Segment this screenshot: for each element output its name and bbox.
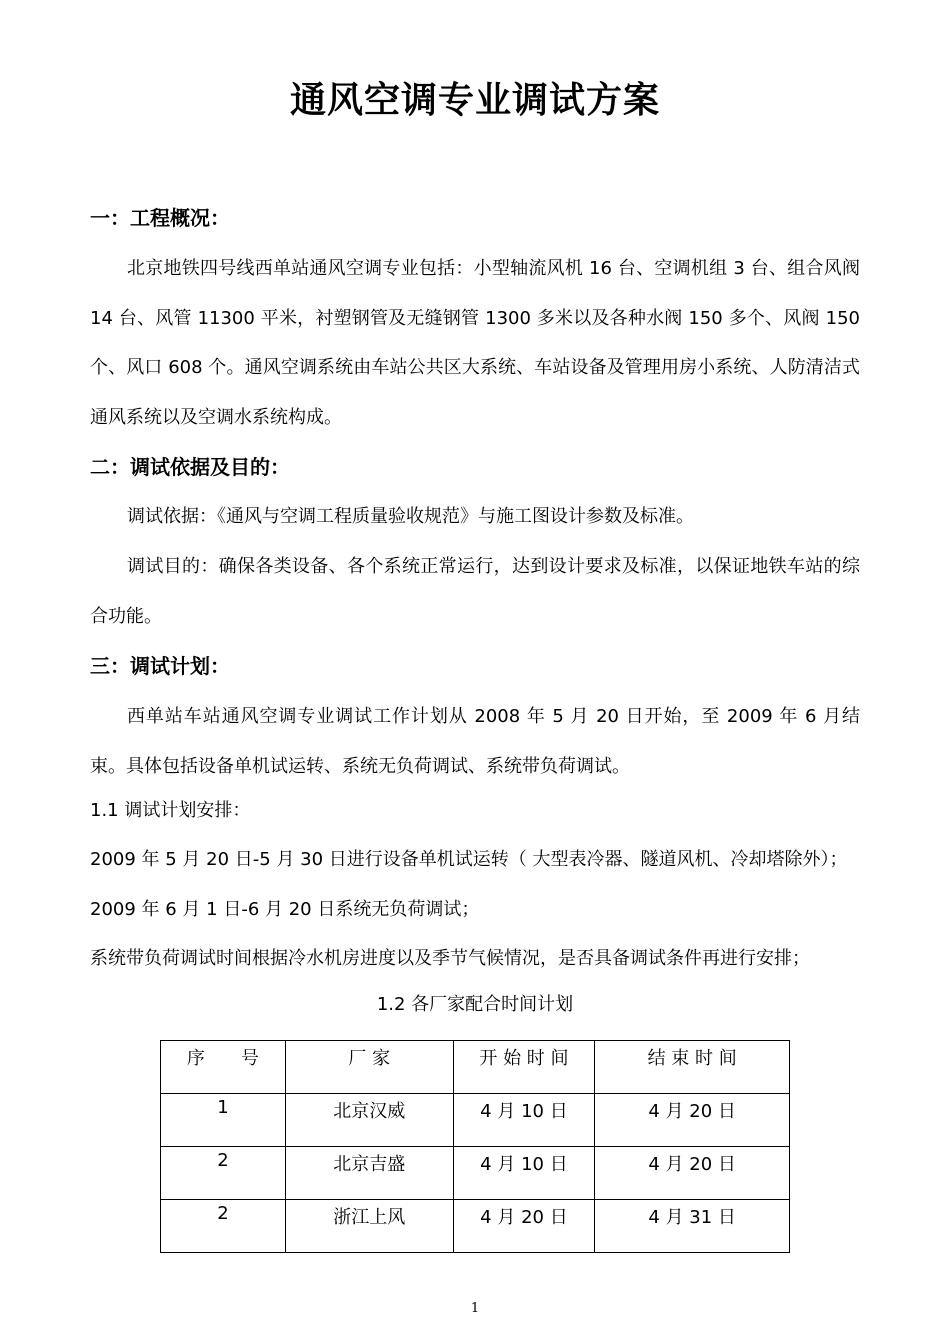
schedule-line: 2009 年 6 月 1 日-6 月 20 日系统无负荷调试； [90,899,480,920]
table-row [161,1147,790,1200]
cell-vendor: 北京吉盛 [285,1147,453,1200]
cell-end: 4 月 20 日 [595,1147,790,1200]
section-3-heading: 三：调试计划： [90,654,230,678]
cell-index: 2 [161,1147,286,1200]
section-2-purpose: 调试目的：确保各类设备、各个系统正常运行，达到设计要求及标准，以保证地铁车站的综合功能。 [90,556,860,627]
cell-end: 4 月 20 日 [595,1094,790,1147]
section-2-heading: 二：调试依据及目的： [90,455,290,479]
header-cell-end: 结 束 时 间 [595,1041,790,1094]
schedule-sub-heading: 1.1 调试计划安排： [90,800,251,821]
cell-index: 2 [161,1200,286,1253]
table-caption: 1.2 各厂家配合时间计划 [376,994,574,1015]
cell-vendor: 浙江上风 [285,1200,453,1253]
vendor-schedule-table [160,1040,790,1253]
cell-vendor: 北京汉威 [285,1094,453,1147]
schedule-line: 2009 年 5 月 20 日-5 月 30 日进行设备单机试运转（ 大型表冷器、隧道风机、冷却塔除外）； [90,849,848,870]
cell-start: 4 月 10 日 [453,1147,595,1200]
section-3-body: 西单站车站通风空调专业调试工作计划从 2008 年 5 月 20 日开始，至 2009 年 6 月结束。具体包括设备单机试运转、系统无负荷调试、系统带负荷调试。 [90,706,860,777]
section-2-basis: 调试依据：《通风与空调工程质量验收规范》与施工图设计参数及标准。 [127,506,694,527]
schedule-line: 系统带负荷调试时间根据冷水机房进度以及季节气候情况，是否具备调试条件再进行安排； [90,948,810,969]
table-header-row [161,1041,790,1094]
header-cell-vendor: 厂 家 [285,1041,453,1094]
table-row [161,1200,790,1253]
cell-start: 4 月 10 日 [453,1094,595,1147]
cell-start: 4 月 20 日 [453,1200,595,1253]
section-1-heading: 一：工程概况： [90,206,230,230]
header-cell-start: 开 始 时 间 [453,1041,595,1094]
page-number: 1 [470,1301,480,1316]
header-cell-index: 序 号 [161,1041,286,1094]
table-row [161,1094,790,1147]
cell-index: 1 [161,1094,286,1147]
cell-end: 4 月 31 日 [595,1200,790,1253]
page-title: 通风空调专业调试方案 [289,80,660,121]
section-1-body: 北京地铁四号线西单站通风空调专业包括：小型轴流风机 16 台、空调机组 3 台、组合风阀 14 台、风管 11300 平米，衬塑钢管及无缝钢管 1300 多米以及各种水阀 150 多个、风阀 150 个、风口 608 个。通风空调系统由车站公共区大系统、车站设备及管理用房小系统、人防清洁式通风系统以及空调水系统构成。 [90,258,860,428]
